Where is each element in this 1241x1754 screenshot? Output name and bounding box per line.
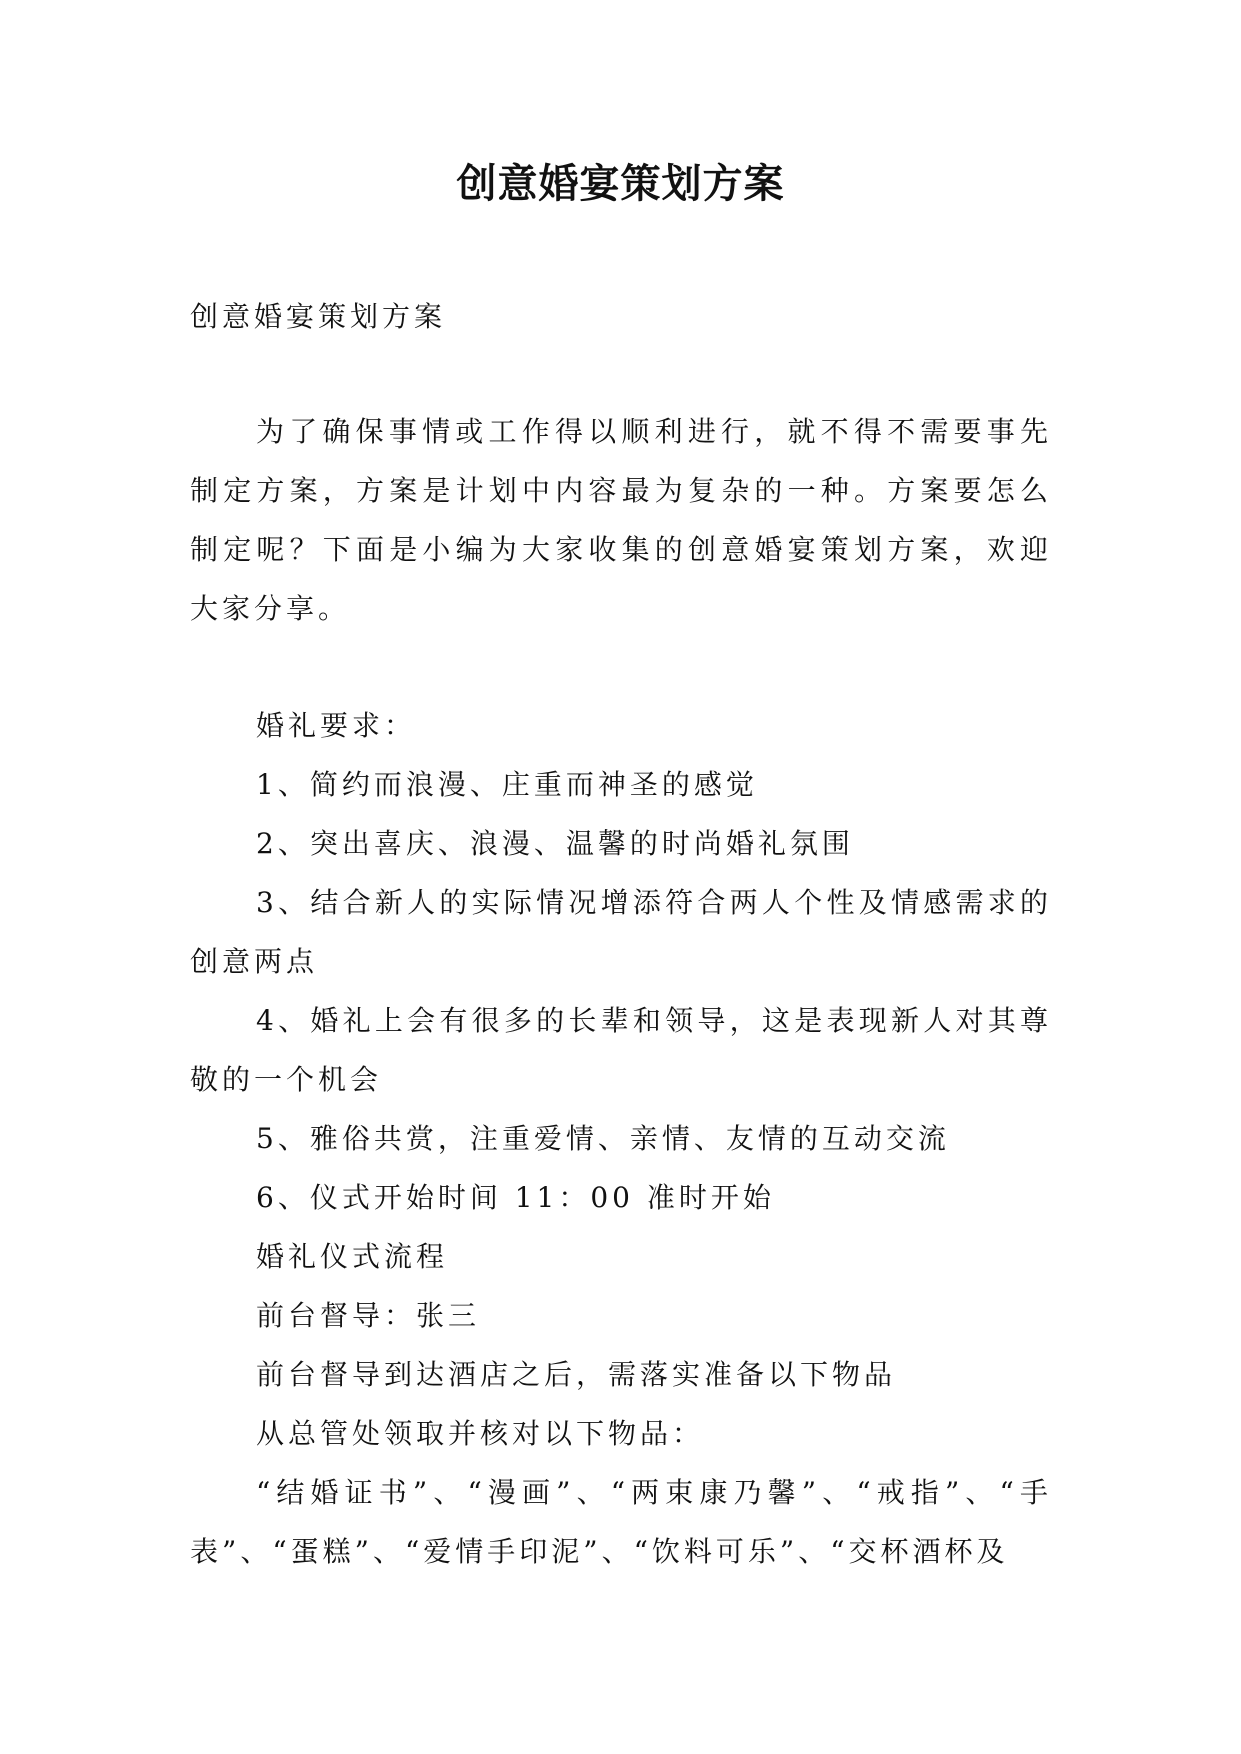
paragraph-ceremony-flow-heading: 婚礼仪式流程 — [256, 1240, 449, 1273]
paragraph-requirement-3: 3、结合新人的实际情况增添符合两人个性及情感需求的创意两点 — [190, 886, 1052, 978]
intro-paragraph: 为了确保事情或工作得以顺利进行，就不得不需要事先制定方案，方案是计划中内容最为复杂的一种。方案要怎么制定呢？下面是小编为大家收集的创意婚宴策划方案，欢迎大家分享。 — [190, 415, 1052, 625]
document-title: 创意婚宴策划方案 — [456, 160, 785, 207]
content-body — [190, 696, 1052, 1581]
paragraph-requirement-5: 5、雅俗共赏，注重爱情、亲情、友情的互动交流 — [256, 1122, 950, 1155]
document-subtitle: 创意婚宴策划方案 — [190, 300, 447, 333]
paragraph-requirement-6: 6、仪式开始时间 11：00 准时开始 — [256, 1181, 775, 1214]
paragraph-requirement-2: 2、突出喜庆、浪漫、温馨的时尚婚礼氛围 — [256, 827, 854, 860]
paragraph-supervisor-arrival: 前台督导到达酒店之后，需落实准备以下物品 — [256, 1358, 897, 1391]
paragraph-requirements-heading: 婚礼要求： — [256, 709, 417, 742]
paragraph-requirement-4: 4、婚礼上会有很多的长辈和领导，这是表现新人对其尊敬的一个机会 — [190, 1004, 1052, 1096]
paragraph-front-desk-supervisor: 前台督导：张三 — [256, 1299, 481, 1332]
paragraph-requirement-1: 1、简约而浪漫、庄重而神圣的感觉 — [256, 768, 758, 801]
paragraph-collect-items: 从总管处领取并核对以下物品： — [256, 1417, 705, 1450]
paragraph-item-list: “结婚证书”、“漫画”、“两束康乃馨”、“戒指”、“手表”、“蛋糕”、“爱情手印泥”、“饮料可乐”、“交杯酒杯及 — [190, 1476, 1052, 1568]
